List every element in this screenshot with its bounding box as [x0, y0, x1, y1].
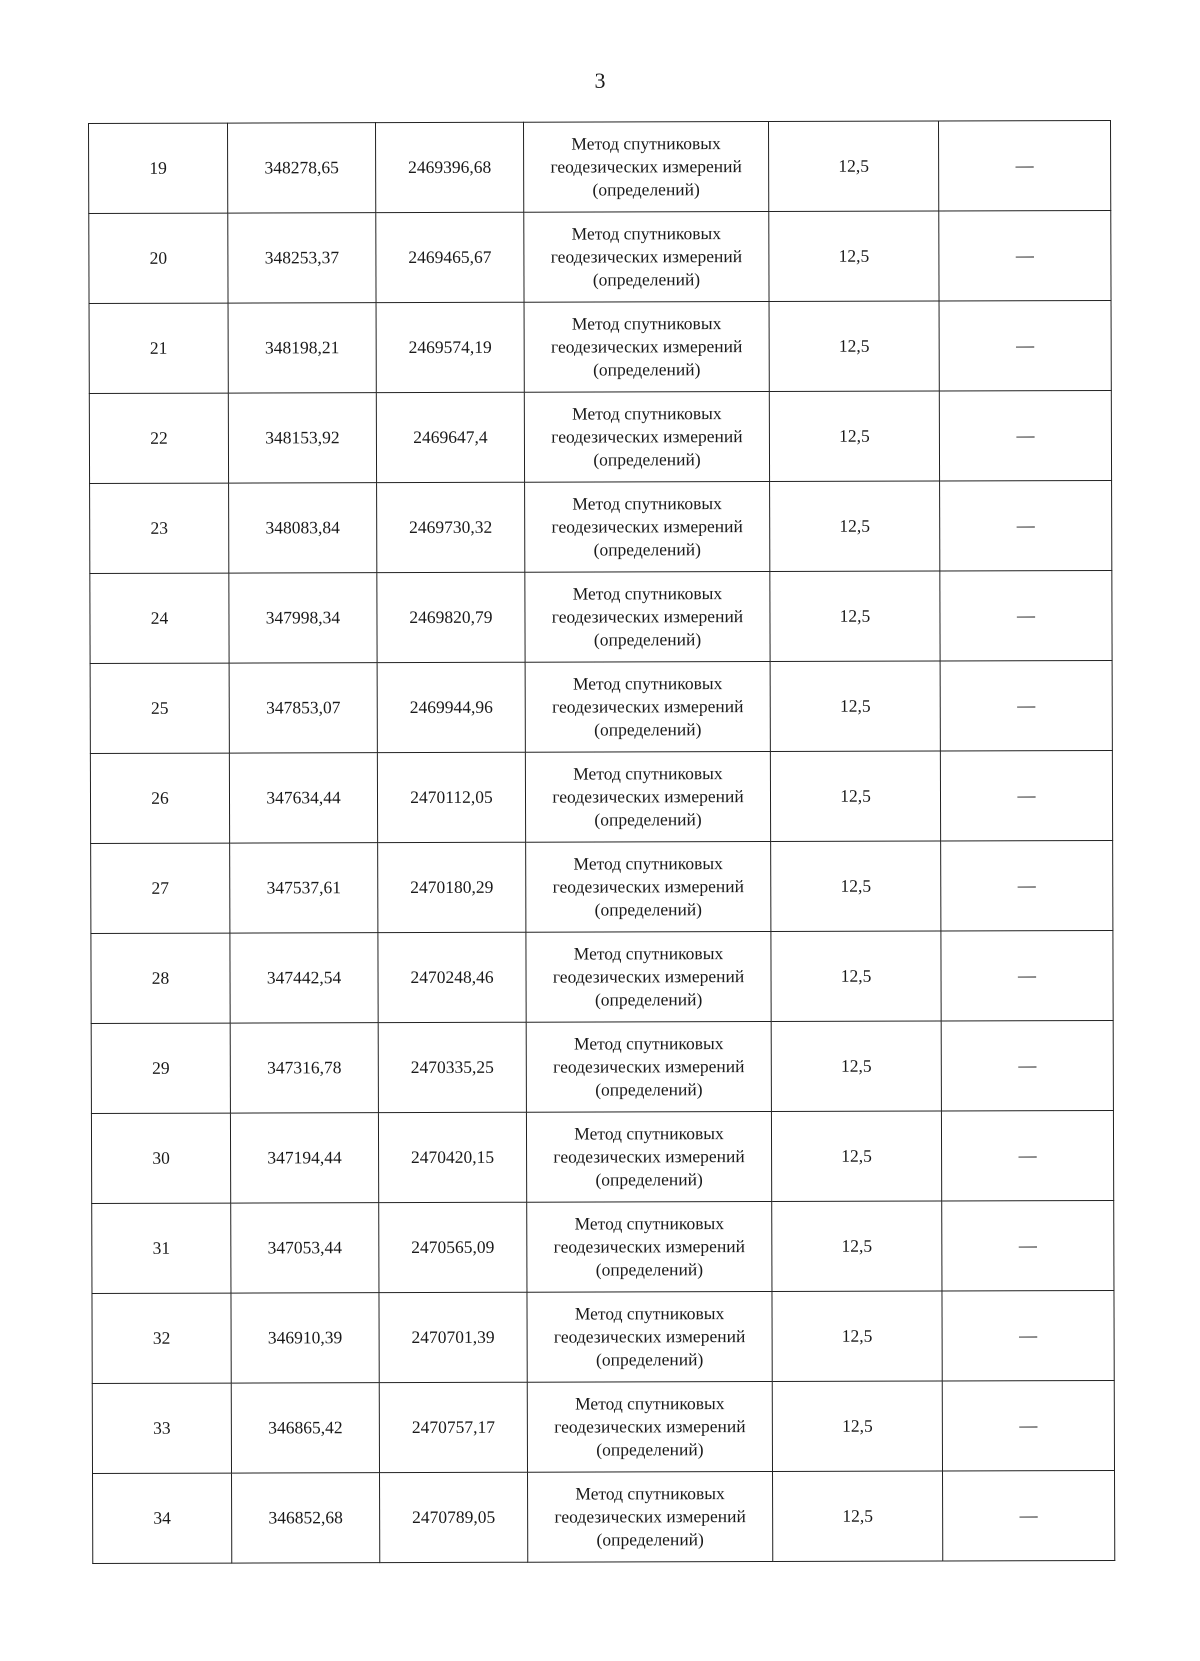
method-cell	[525, 751, 770, 842]
y-coordinate-cell: 2470565,09	[379, 1202, 527, 1292]
method-line: (определений)	[594, 899, 703, 920]
point-number-cell: 23	[90, 483, 229, 573]
method-line: (определений)	[596, 1439, 704, 1460]
method-line: Метод спутниковых	[574, 1213, 725, 1234]
dash-mark: —	[1018, 1145, 1037, 1166]
coordinates-table-wrapper	[88, 120, 1114, 1564]
x-coordinate-cell: 348083,84	[229, 483, 377, 573]
dash-mark: —	[1019, 1415, 1038, 1436]
method-line: (определений)	[593, 539, 701, 560]
method-line: геодезических измерений	[553, 1146, 745, 1167]
method-line: (определений)	[595, 1079, 703, 1100]
point-number-cell: 33	[92, 1383, 231, 1473]
table-row	[90, 480, 1112, 573]
point-number-cell: 24	[90, 573, 229, 663]
method-line: (определений)	[594, 809, 702, 830]
method-line: Метод спутниковых	[572, 493, 722, 514]
y-coordinate-cell: 2470757,17	[379, 1382, 527, 1472]
dash-mark: —	[1016, 335, 1035, 356]
x-coordinate-cell: 347853,07	[229, 663, 377, 753]
method-line: Метод спутниковых	[574, 1123, 724, 1144]
x-coordinate-cell: 346910,39	[231, 1293, 379, 1383]
note-cell	[941, 840, 1113, 931]
accuracy-cell: 12,5	[772, 1381, 942, 1472]
note-cell	[942, 1200, 1114, 1291]
accuracy-cell: 12,5	[771, 1021, 941, 1112]
dash-mark: —	[1018, 1235, 1037, 1256]
accuracy-cell: 12,5	[771, 841, 941, 932]
dash-mark: —	[1019, 1505, 1038, 1526]
note-cell	[940, 570, 1112, 661]
accuracy-cell: 12,5	[770, 751, 940, 842]
method-line: Метод спутниковых	[575, 1483, 725, 1504]
point-number-cell: 22	[89, 393, 228, 483]
method-line: (определений)	[592, 269, 701, 290]
method-line: (определений)	[595, 1259, 704, 1280]
y-coordinate-cell: 2470248,46	[378, 932, 526, 1022]
y-coordinate-cell: 2469820,79	[377, 572, 525, 662]
method-line: Метод спутниковых	[571, 133, 721, 154]
method-line: геодезических измерений	[552, 966, 745, 987]
method-cell	[525, 661, 770, 752]
table-row	[89, 120, 1111, 213]
accuracy-cell: 12,5	[770, 481, 940, 572]
point-number-cell: 19	[89, 123, 228, 213]
table-row	[89, 300, 1111, 393]
table-row	[91, 840, 1113, 933]
table-row	[93, 1470, 1115, 1563]
method-line: Метод спутниковых	[573, 853, 723, 874]
y-coordinate-cell: 2469465,67	[376, 212, 524, 302]
method-line: (определений)	[593, 359, 701, 380]
method-line: геодезических измерений	[553, 1326, 746, 1347]
method-line: геодезических измерений	[551, 426, 743, 447]
dash-mark: —	[1016, 425, 1035, 446]
y-coordinate-cell: 2470420,15	[378, 1112, 526, 1202]
note-cell	[940, 750, 1112, 841]
method-line: Метод спутниковых	[571, 313, 722, 334]
x-coordinate-cell: 347442,54	[230, 933, 378, 1023]
method-line: геодезических измерений	[553, 1056, 745, 1077]
method-line: (определений)	[594, 989, 703, 1010]
x-coordinate-cell: 348153,92	[228, 393, 376, 483]
point-number-cell: 27	[91, 843, 230, 933]
method-cell	[526, 931, 771, 1022]
table-row	[90, 570, 1112, 663]
method-line: (определений)	[595, 1169, 703, 1190]
note-cell	[939, 210, 1111, 301]
method-line: геодезических измерений	[552, 876, 744, 897]
y-coordinate-cell: 2470180,29	[378, 842, 526, 932]
y-coordinate-cell: 2469730,32	[377, 482, 525, 572]
y-coordinate-cell: 2470701,39	[379, 1292, 527, 1382]
method-line: геодезических измерений	[551, 516, 743, 537]
table-body	[89, 120, 1115, 1563]
x-coordinate-cell: 347316,78	[230, 1023, 378, 1113]
table-row	[91, 1110, 1113, 1203]
method-cell	[523, 121, 768, 212]
note-cell	[941, 930, 1113, 1021]
accuracy-cell: 12,5	[769, 211, 939, 302]
method-line: (определений)	[594, 719, 702, 740]
method-line: геодезических измерений	[551, 606, 744, 627]
table-row	[89, 210, 1111, 303]
accuracy-cell: 12,5	[768, 121, 938, 212]
page-number: 3	[594, 68, 606, 93]
y-coordinate-cell: 2469944,96	[377, 662, 525, 752]
dash-mark: —	[1019, 1325, 1038, 1346]
method-line: геодезических измерений	[550, 156, 742, 177]
method-line: Метод спутниковых	[573, 1033, 724, 1054]
method-line: (определений)	[592, 179, 700, 200]
point-number-cell: 21	[89, 303, 228, 393]
method-cell	[528, 1471, 773, 1562]
method-cell	[527, 1201, 772, 1292]
point-number-cell: 30	[91, 1113, 230, 1203]
accuracy-cell: 12,5	[773, 1471, 943, 1562]
y-coordinate-cell: 2469396,68	[376, 122, 524, 212]
accuracy-cell: 12,5	[770, 661, 940, 752]
x-coordinate-cell: 347998,34	[229, 573, 377, 663]
method-line: (определений)	[593, 449, 701, 470]
note-cell	[942, 1380, 1114, 1471]
point-number-cell: 26	[90, 753, 229, 843]
point-number-cell: 32	[92, 1293, 231, 1383]
method-line: Метод спутниковых	[573, 763, 723, 784]
method-line: геодезических измерений	[553, 1236, 746, 1257]
method-cell	[524, 391, 769, 482]
point-number-cell: 31	[92, 1203, 231, 1293]
note-cell	[943, 1470, 1115, 1561]
table-row	[91, 930, 1113, 1023]
method-line: геодезических измерений	[554, 1416, 746, 1437]
accuracy-cell: 12,5	[772, 1201, 942, 1292]
accuracy-cell: 12,5	[769, 301, 939, 392]
method-cell	[526, 1111, 771, 1202]
dash-mark: —	[1018, 965, 1037, 986]
dash-mark: —	[1015, 155, 1034, 176]
method-line: Метод спутниковых	[572, 583, 723, 604]
note-cell	[939, 300, 1111, 391]
method-cell	[525, 481, 770, 572]
method-cell	[527, 1291, 772, 1382]
point-number-cell: 25	[90, 663, 229, 753]
table-row	[92, 1290, 1114, 1383]
method-cell	[525, 571, 770, 662]
x-coordinate-cell: 346865,42	[231, 1383, 379, 1473]
point-number-cell: 28	[91, 933, 230, 1023]
x-coordinate-cell: 347634,44	[229, 753, 377, 843]
y-coordinate-cell: 2469574,19	[376, 302, 524, 392]
dash-mark: —	[1017, 785, 1036, 806]
method-line: геодезических измерений	[550, 336, 743, 357]
accuracy-cell: 12,5	[771, 931, 941, 1022]
dash-mark: —	[1017, 875, 1036, 896]
method-cell	[526, 1021, 771, 1112]
dash-mark: —	[1018, 1055, 1037, 1076]
method-line: Метод спутниковых	[573, 943, 724, 964]
dash-mark: —	[1017, 695, 1036, 716]
method-line: геодезических измерений	[552, 786, 744, 807]
x-coordinate-cell: 346852,68	[232, 1473, 380, 1563]
note-cell	[939, 390, 1111, 481]
method-cell	[527, 1381, 772, 1472]
table-row	[92, 1380, 1114, 1473]
x-coordinate-cell: 347537,61	[230, 843, 378, 933]
method-line: (определений)	[593, 629, 702, 650]
point-number-cell: 20	[89, 213, 228, 303]
table-row	[92, 1200, 1114, 1293]
x-coordinate-cell: 348253,37	[228, 213, 376, 303]
table-row	[89, 390, 1111, 483]
x-coordinate-cell: 348198,21	[228, 303, 376, 393]
y-coordinate-cell: 2470789,05	[380, 1472, 528, 1562]
x-coordinate-cell: 347053,44	[231, 1203, 379, 1293]
dash-mark: —	[1016, 515, 1035, 536]
x-coordinate-cell: 348278,65	[228, 123, 376, 213]
y-coordinate-cell: 2470335,25	[378, 1022, 526, 1112]
dash-mark: —	[1016, 605, 1035, 626]
x-coordinate-cell: 347194,44	[230, 1113, 378, 1203]
method-line: геодезических измерений	[552, 696, 744, 717]
method-line: Метод спутниковых	[575, 1393, 725, 1414]
method-line: геодезических измерений	[554, 1506, 746, 1527]
note-cell	[942, 1290, 1114, 1381]
y-coordinate-cell: 2470112,05	[377, 752, 525, 842]
method-cell	[524, 211, 769, 302]
table-row	[91, 1020, 1113, 1113]
method-line: (определений)	[595, 1349, 704, 1370]
note-cell	[941, 1110, 1113, 1201]
note-cell	[940, 660, 1112, 751]
point-number-cell: 29	[91, 1023, 230, 1113]
method-line: Метод спутниковых	[572, 403, 722, 424]
accuracy-cell: 12,5	[769, 391, 939, 482]
point-number-cell: 34	[93, 1473, 232, 1563]
method-line: Метод спутниковых	[572, 673, 723, 694]
note-cell	[938, 120, 1110, 211]
method-line: (определений)	[596, 1529, 704, 1550]
method-line: Метод спутниковых	[574, 1303, 725, 1324]
accuracy-cell: 12,5	[771, 1111, 941, 1202]
method-cell	[524, 301, 769, 392]
accuracy-cell: 12,5	[770, 571, 940, 662]
accuracy-cell: 12,5	[772, 1291, 942, 1382]
table-row	[90, 660, 1112, 753]
y-coordinate-cell: 2469647,4	[376, 392, 524, 482]
method-line: геодезических измерений	[550, 246, 743, 267]
table-row	[90, 750, 1112, 843]
note-cell	[940, 480, 1112, 571]
method-cell	[526, 841, 771, 932]
coordinates-table	[88, 120, 1115, 1564]
dash-mark: —	[1015, 245, 1034, 266]
method-line: Метод спутниковых	[571, 223, 722, 244]
note-cell	[941, 1020, 1113, 1111]
